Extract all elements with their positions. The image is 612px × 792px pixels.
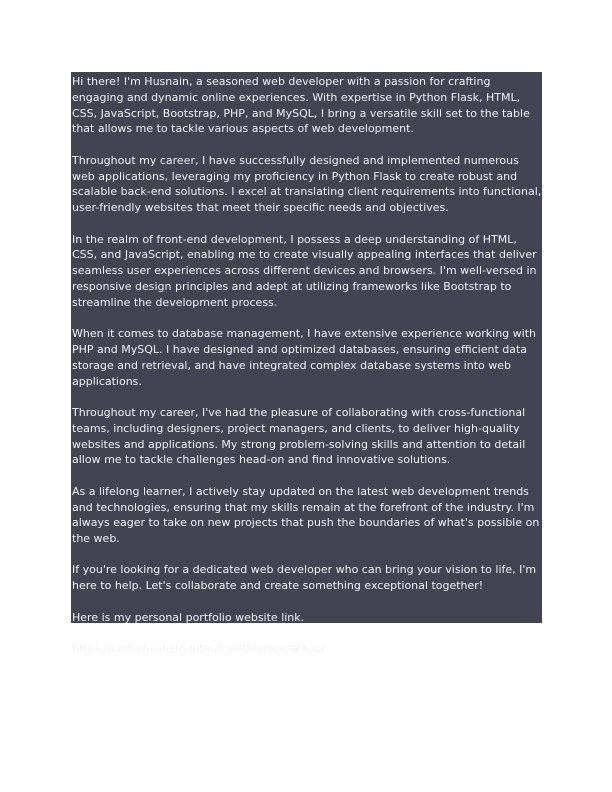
paragraph-learning: As a lifelong learner, I actively stay updated on the latest web development trends and technologies, ensuring that my skills remain at the forefront of the industry. I'm always eager to take on new projects that push the boundaries of what's possible on the web. — [72, 484, 540, 546]
paragraph-call-to-action: If you're looking for a dedicated web developer who can bring your vision to life, I'm here to help. Let's collaborate and create something exceptional together! — [72, 563, 537, 593]
paragraph-portfolio-intro: Here is my personal portfolio website link. — [72, 610, 305, 624]
paragraph-collaboration: Throughout my career, I've had the pleasure of collaborating with cross-functional teams, including designers, project managers, and clients, to deliver high-quality websites and applications. My strong problem-solving skills and attention to detail allow me to tackle challenges head-on and find innovative solutions. — [72, 405, 526, 467]
paragraph-database: When it comes to database management, I have extensive experience working with PHP and MySQL. I have designed and optimized databases, ensuring efficient data storage and retrieval, and have integrated complex database systems into web applications. — [72, 327, 537, 388]
paragraph-front-end: In the realm of front-end development, I possess a deep understanding of HTML, CSS, and JavaScript, enabling me to create visually appealing interfaces that deliver seamless user experiences across different devices and browsers. I'm well-versed in responsive design principles and adept at utilizing frameworks like Bootstrap to streamline the development process. — [72, 232, 537, 309]
portfolio-link-line — [72, 641, 542, 657]
text-panel — [71, 72, 542, 656]
portfolio-link[interactable]: https://coderhusnain.github.io/DevHusnain.io/ — [72, 642, 325, 656]
paragraph-career: Throughout my career, I have successfully designed and implemented numerous web applications, leveraging my proficiency in Python Flask to create robust and scalable back-end solutions. I excel at translating client requirements into functional, user-friendly websites that meet their specific needs and objectives. — [72, 153, 542, 215]
paragraph-intro: Hi there! I'm Husnain, a seasoned web developer with a passion for crafting engaging and dynamic online experiences. With expertise in Python Flask, HTML, CSS, JavaScript, Bootstrap, PHP, and MySQL, I bring a versatile skill set to the table that allows me to tackle various aspects of web development. — [72, 75, 530, 136]
